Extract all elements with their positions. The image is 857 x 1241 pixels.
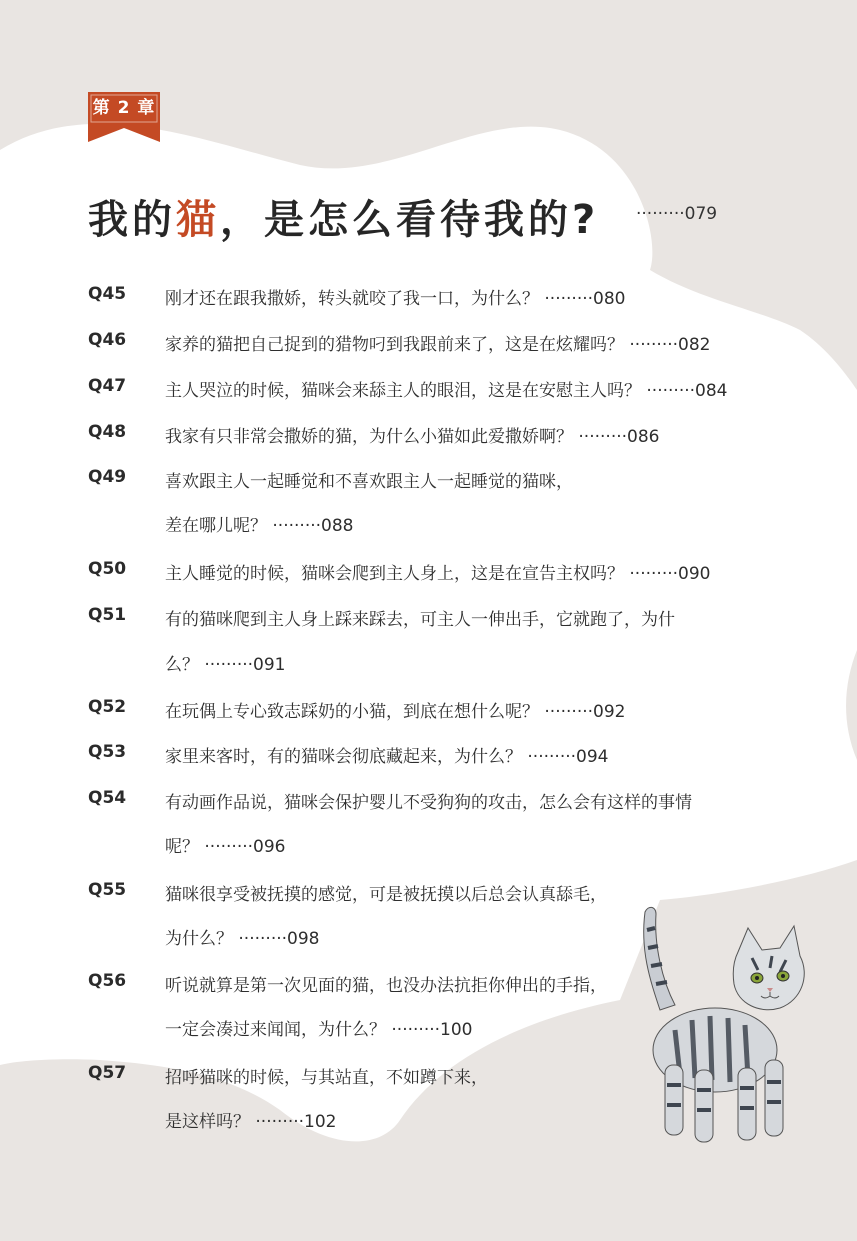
chapter-badge: 第 2 章 (92, 98, 156, 118)
question-number: Q56 (88, 971, 127, 991)
title-accent: 猫 (176, 197, 220, 243)
question-line[interactable]: 家养的猫把自己捉到的猎物叼到我跟前来了，这是在炫耀吗？ ·········082 (165, 335, 711, 355)
question-number: Q50 (88, 559, 127, 579)
question-number: Q46 (88, 330, 127, 350)
question-line[interactable]: 有动画作品说，猫咪会保护婴儿不受狗狗的攻击，怎么会有这样的事情 (165, 793, 692, 813)
question-line[interactable]: 呢？ ·········096 (165, 837, 286, 857)
question-line[interactable]: 一定会凑过来闻闻，为什么？ ·········100 (165, 1020, 473, 1040)
question-line[interactable]: 在玩偶上专心致志踩奶的小猫，到底在想什么呢？ ·········092 (165, 702, 626, 722)
title-page-number: ·········079 (636, 204, 718, 224)
title-part2: ，是怎么看待我的? (220, 197, 600, 243)
question-number: Q54 (88, 788, 127, 808)
question-line[interactable]: 差在哪儿呢？ ·········088 (165, 516, 354, 536)
question-number: Q45 (88, 284, 127, 304)
question-number: Q57 (88, 1063, 127, 1083)
question-line[interactable]: 招呼猫咪的时候，与其站直，不如蹲下来， (165, 1068, 488, 1088)
question-line[interactable]: 主人哭泣的时候，猫咪会来舔主人的眼泪，这是在安慰主人吗？ ·········084 (165, 381, 728, 401)
question-number: Q51 (88, 605, 127, 625)
question-line[interactable]: 么？ ·········091 (165, 655, 286, 675)
title-part1: 我的 (88, 197, 176, 243)
question-line[interactable]: 有的猫咪爬到主人身上踩来踩去，可主人一伸出手，它就跑了，为什 (165, 610, 675, 630)
chapter-title (88, 188, 599, 244)
question-line[interactable]: 为什么？ ·········098 (165, 929, 320, 949)
tabby-cat-illustration (620, 900, 820, 1160)
question-line[interactable]: 刚才还在跟我撒娇，转头就咬了我一口，为什么？ ·········080 (165, 289, 626, 309)
question-line[interactable]: 是这样吗？ ·········102 (165, 1112, 337, 1132)
question-line[interactable]: 猫咪很享受被抚摸的感觉，可是被抚摸以后总会认真舔毛， (165, 885, 607, 905)
question-number: Q52 (88, 697, 127, 717)
question-number: Q47 (88, 376, 127, 396)
question-number: Q53 (88, 742, 127, 762)
question-line[interactable]: 听说就算是第一次见面的猫，也没办法抗拒你伸出的手指， (165, 976, 607, 996)
question-line[interactable]: 家里来客时，有的猫咪会彻底藏起来，为什么？ ·········094 (165, 747, 609, 767)
question-number: Q55 (88, 880, 127, 900)
question-line[interactable]: 喜欢跟主人一起睡觉和不喜欢跟主人一起睡觉的猫咪， (165, 472, 573, 492)
question-number: Q49 (88, 467, 127, 487)
question-number: Q48 (88, 422, 127, 442)
question-line[interactable]: 我家有只非常会撒娇的猫，为什么小猫如此爱撒娇啊？ ·········086 (165, 427, 660, 447)
question-line[interactable]: 主人睡觉的时候，猫咪会爬到主人身上，这是在宣告主权吗？ ·········090 (165, 564, 711, 584)
